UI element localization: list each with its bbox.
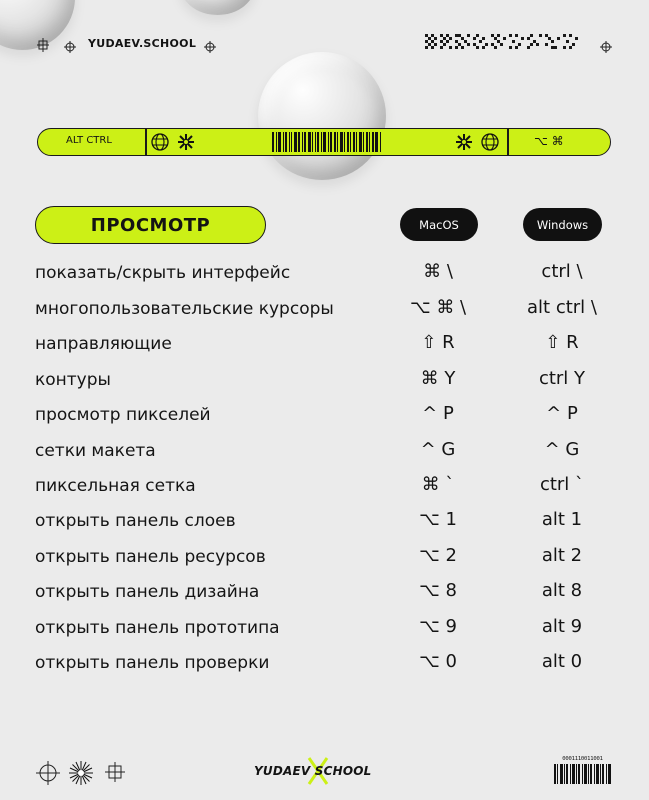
shortcut-mac: ⌥ 9 xyxy=(419,616,457,637)
shortcut-name: открыть панель прототипа xyxy=(35,618,280,638)
shortcut-mac: ⌥ ⌘ \ xyxy=(409,297,467,318)
footer-barcode xyxy=(554,756,611,786)
shortcut-row xyxy=(0,330,649,360)
section-title: ПРОСМОТР xyxy=(35,206,266,244)
shortcut-mac: ⌥ 0 xyxy=(419,651,457,672)
shortcut-row xyxy=(0,507,649,537)
globe-icon xyxy=(480,132,500,156)
header-target-icon xyxy=(600,38,612,57)
shortcut-mac: ⌥ 8 xyxy=(419,580,457,601)
shortcut-mac: ⌥ 1 xyxy=(419,509,457,530)
shortcut-row xyxy=(0,614,649,644)
strip-divider xyxy=(507,129,509,155)
footer-target-icon xyxy=(36,761,60,789)
shortcut-mac: ⌘ \ xyxy=(423,261,453,282)
header-target-icon xyxy=(204,38,216,57)
shortcut-row xyxy=(0,472,649,502)
shortcut-mac: ⇧ R xyxy=(421,332,455,353)
shortcut-win: alt 9 xyxy=(541,616,583,637)
shortcut-strip xyxy=(37,128,611,156)
shortcut-win: ^ G xyxy=(544,439,580,460)
shortcut-mac: ⌥ 2 xyxy=(419,545,457,566)
shortcut-row xyxy=(0,437,649,467)
shortcut-mac: ^ G xyxy=(420,439,456,460)
strip-divider xyxy=(145,129,147,155)
footer-barcode-number: 0001110011001 xyxy=(562,756,603,762)
shortcut-name: открыть панель слоев xyxy=(35,511,236,531)
glass-drop-decoration xyxy=(258,52,386,180)
shortcut-name: сетки макета xyxy=(35,441,156,461)
shortcut-mac: ⌘ ` xyxy=(421,474,455,495)
shortcut-row xyxy=(0,259,649,289)
pixel-logo-icon xyxy=(425,32,581,58)
shortcut-win: alt 1 xyxy=(541,509,583,530)
shortcut-win: ⇧ R xyxy=(545,332,579,353)
starburst-icon xyxy=(68,760,94,790)
swirl-icon xyxy=(454,132,474,156)
swirl-icon xyxy=(176,132,196,156)
shortcut-row xyxy=(0,578,649,608)
column-header-windows: Windows xyxy=(523,208,602,241)
shortcut-row xyxy=(0,649,649,679)
shortcut-row xyxy=(0,543,649,573)
strip-left-label: ALT CTRL xyxy=(66,135,112,146)
shortcut-win: alt ctrl \ xyxy=(527,297,597,318)
shortcut-win: alt 8 xyxy=(541,580,583,601)
shortcut-win: ctrl ` xyxy=(539,474,585,495)
shortcut-name: контуры xyxy=(35,370,111,390)
footer-brand: YUDAEV SCHOOL xyxy=(254,764,372,778)
column-header-mac: MacOS xyxy=(400,208,478,241)
shortcut-win: alt 0 xyxy=(541,651,583,672)
shortcut-row xyxy=(0,366,649,396)
shortcut-name: многопользовательские курсоры xyxy=(35,299,334,319)
shortcut-name: просмотр пикселей xyxy=(35,405,211,425)
shortcut-win: ctrl Y xyxy=(538,368,586,389)
globe-icon xyxy=(150,132,170,156)
header-target-icon xyxy=(64,38,76,57)
shortcut-win: ctrl \ xyxy=(541,261,583,282)
shortcut-name: направляющие xyxy=(35,334,172,354)
shortcut-row xyxy=(0,401,649,431)
header-crosshair-icon xyxy=(37,37,49,56)
shortcut-name: открыть панель ресурсов xyxy=(35,547,266,567)
glass-drop-decoration xyxy=(180,0,255,15)
shortcut-name: открыть панель проверки xyxy=(35,653,270,673)
shortcut-name: пиксельная сетка xyxy=(35,476,196,496)
shortcut-win: ^ P xyxy=(546,403,578,424)
shortcut-win: alt 2 xyxy=(541,545,583,566)
header-brand: YUDAEV.SCHOOL xyxy=(88,37,197,50)
shortcut-mac: ^ P xyxy=(422,403,454,424)
shortcut-name: открыть панель дизайна xyxy=(35,582,260,602)
shortcut-name: показать/скрыть интерфейс xyxy=(35,263,291,283)
strip-right-label: ⌥ ⌘ xyxy=(534,134,564,148)
shortcut-row xyxy=(0,295,649,325)
shortcut-mac: ⌘ Y xyxy=(420,368,456,389)
footer-crosshair-icon xyxy=(105,762,125,786)
strip-barcode xyxy=(272,132,381,152)
